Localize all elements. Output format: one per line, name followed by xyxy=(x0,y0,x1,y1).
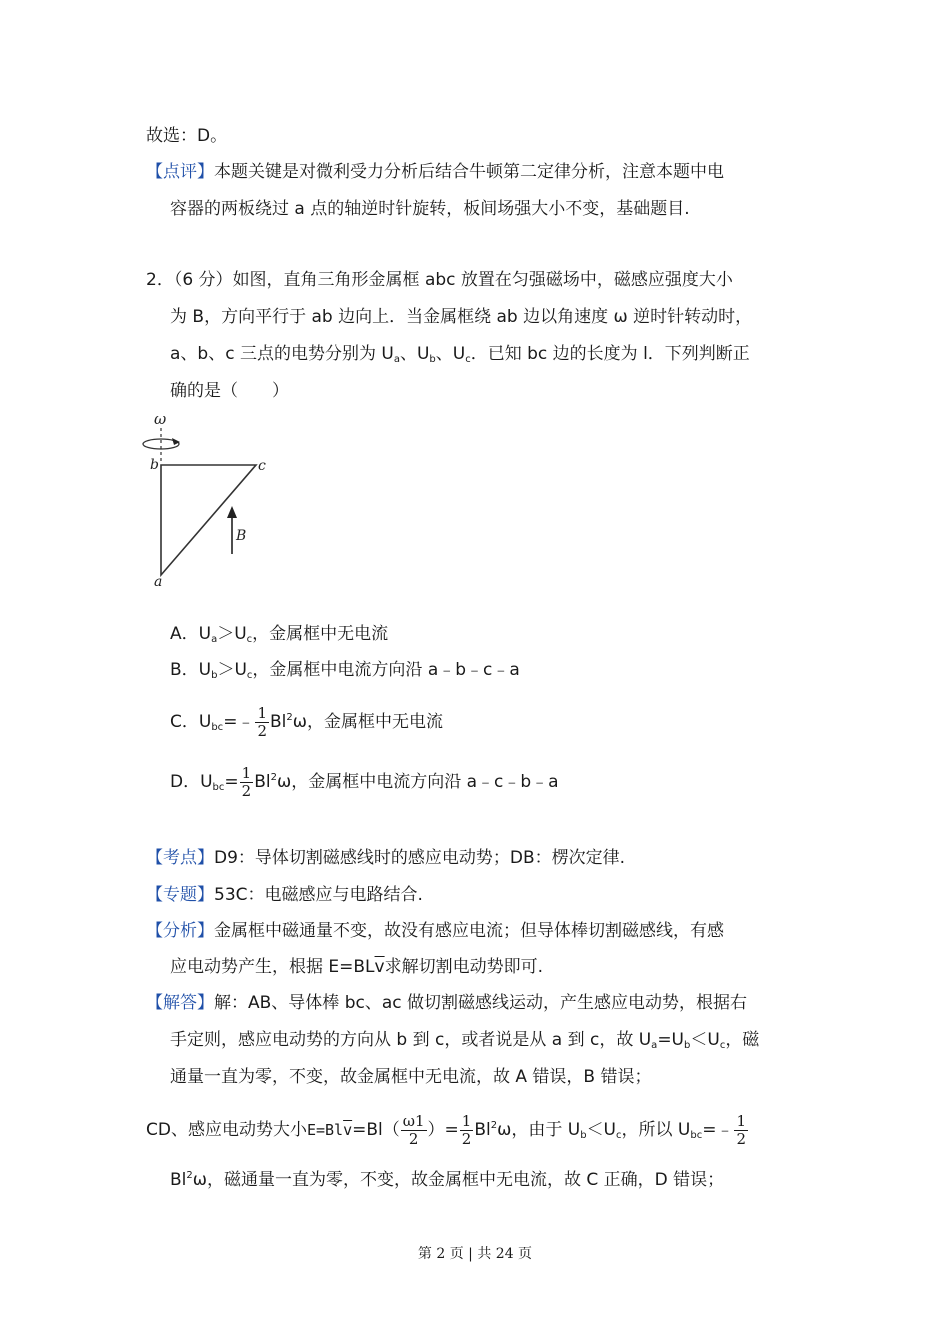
fenxi-line-2 xyxy=(170,955,543,979)
comment-tag: 【点评】 xyxy=(146,162,214,182)
option-b[interactable] xyxy=(170,658,520,688)
q3-sub-b: b xyxy=(429,354,436,365)
option-a[interactable] xyxy=(170,622,388,652)
q3-text-a: a、b、c 三点的电势分别为 U xyxy=(170,344,394,364)
cd-text-f: ＜U xyxy=(586,1120,617,1140)
jieda-2-sub-b: b xyxy=(684,1040,691,1051)
cd-bl: Bl xyxy=(474,1120,491,1140)
cd-sub-c: c xyxy=(616,1130,622,1141)
jieda-text-1: 解：AB、导体棒 bc、ac 做切割磁感线运动，产生感应电动势，根据右 xyxy=(214,993,748,1013)
option-d-label: D．U xyxy=(170,772,213,792)
fenxi-line-1 xyxy=(146,919,724,943)
fenxi-vbar: $\overline{v}$ xyxy=(374,957,385,977)
question-text-1: 如图，直角三角形金属框 abc 放置在匀强磁场中，磁感应强度大小 xyxy=(232,270,733,290)
cd-half-den: 2 xyxy=(461,1129,472,1148)
question-line-2: 为 B，方向平行于 ab 边向上．当金属框绕 ab 边以角速度 ω 逆时针转动时， xyxy=(170,307,753,327)
cd-sub-bc: bc xyxy=(690,1130,703,1141)
jieda-line-2 xyxy=(170,1028,759,1058)
q3-text-b: 、U xyxy=(399,344,430,364)
cd-vbar: $\overline{v}$ xyxy=(343,1121,353,1139)
cd2-bl: Bl xyxy=(170,1170,187,1190)
option-c-eq: =﹣ xyxy=(223,712,255,732)
vertex-a-label: a xyxy=(154,574,163,590)
option-a-label: A．U xyxy=(170,624,212,644)
jieda-line-3: 通量一直为零，不变，故金属框中无电流，故 A 错误，B 错误； xyxy=(170,1067,652,1087)
cd2-text: ω，磁通量一直为零，不变，故金属框中无电流，故 C 正确，D 错误； xyxy=(192,1170,725,1190)
comment-text-1: 本题关键是对微利受力分析后结合牛顿第二定律分析，注意本题中电 xyxy=(214,162,724,182)
option-c-fraction xyxy=(255,705,269,740)
question-line-4: 确的是（ ） xyxy=(170,381,289,401)
triangle-abc xyxy=(161,465,256,575)
cd-text-g: ，所以 U xyxy=(621,1120,691,1140)
cd-text-c: ）= xyxy=(427,1120,459,1140)
option-d-sub: bc xyxy=(212,782,225,793)
option-b-mid: ＞U xyxy=(217,660,247,680)
option-c[interactable] xyxy=(170,700,443,746)
cd-line-2 xyxy=(170,1164,724,1192)
fenxi-text-2a: 应电动势产生，根据 E=BL xyxy=(170,957,375,977)
kaodian-tag: 【考点】 xyxy=(146,848,214,868)
option-c-bl: Bl xyxy=(269,712,287,732)
jieda-2-sub-c: c xyxy=(719,1040,726,1051)
cd-half-den-2: 2 xyxy=(736,1129,747,1148)
option-d[interactable] xyxy=(170,760,559,806)
cd-sub-b: b xyxy=(580,1130,587,1141)
option-d-eq: = xyxy=(224,772,239,792)
cd-half-fraction xyxy=(460,1113,474,1148)
option-d-num: 1 xyxy=(241,763,252,782)
field-B-label: B xyxy=(236,528,247,544)
cd-line xyxy=(146,1108,749,1154)
comment-line-1 xyxy=(146,160,724,184)
option-a-text: ，金属框中无电流 xyxy=(252,624,389,644)
question-line-1 xyxy=(146,268,733,292)
cd-text-e: ω，由于 U xyxy=(497,1120,581,1140)
option-c-sq: 2 xyxy=(286,712,293,723)
option-b-text: ，金属框中电流方向沿 a﹣b﹣c﹣a xyxy=(252,660,520,680)
jieda-2c: ＜U xyxy=(690,1030,720,1050)
vertex-c-label: c xyxy=(258,458,266,474)
page-footer: 第 2 页 | 共 24 页 xyxy=(417,1246,533,1262)
jieda-tag: 【解答】 xyxy=(146,993,214,1013)
fenxi-tag: 【分析】 xyxy=(146,921,214,941)
option-a-sub2: c xyxy=(246,634,253,645)
option-a-sub1: a xyxy=(211,634,218,645)
cd-text-h: =﹣ xyxy=(702,1120,734,1140)
q3-text-c: 、U xyxy=(435,344,466,364)
fenxi-text-2b: 求解切割电动势即可. xyxy=(384,957,543,977)
comment-line-2: 容器的两板绕过 a 点的轴逆时针旋转，板间场强大小不变，基础题目. xyxy=(170,199,690,219)
option-b-sub1: b xyxy=(211,670,218,681)
cd-text-a: CD、感应电动势大小 xyxy=(146,1120,307,1140)
jieda-line-1 xyxy=(146,991,747,1015)
question-number: 2． xyxy=(146,270,174,290)
kaodian-line xyxy=(146,846,625,870)
question-line-3 xyxy=(170,342,750,372)
option-b-sub2: c xyxy=(246,670,253,681)
option-d-fraction xyxy=(240,765,254,800)
cd-sq: 2 xyxy=(490,1120,498,1131)
vertex-b-label: b xyxy=(150,457,159,473)
jieda-2a: 手定则，感应电动势的方向从 b 到 c，或者说是从 a 到 c，故 U xyxy=(170,1030,652,1050)
option-a-mid: ＞U xyxy=(217,624,247,644)
cd-half-fraction-2 xyxy=(734,1113,748,1148)
cd-half-num-2: 1 xyxy=(736,1111,747,1130)
option-c-text: ω，金属框中无电流 xyxy=(292,712,443,732)
q3-sub-a: a xyxy=(393,354,400,365)
zhuanti-line xyxy=(146,883,423,907)
option-c-num: 1 xyxy=(257,703,267,722)
option-d-den: 2 xyxy=(241,781,252,800)
jieda-2d: ，磁 xyxy=(725,1030,760,1050)
cd-omega-num: ω1 xyxy=(402,1111,425,1130)
omega-label: ω xyxy=(154,410,167,428)
question-score: （6 分） xyxy=(173,270,233,290)
q3-sub-c: c xyxy=(465,354,471,365)
option-c-sub: bc xyxy=(211,722,224,733)
cd2-sq: 2 xyxy=(186,1170,193,1181)
answer-line: 故选：D。 xyxy=(146,126,228,146)
option-c-label: C．U xyxy=(170,712,212,732)
jieda-2b: =U xyxy=(657,1030,684,1050)
option-d-sq: 2 xyxy=(270,772,277,783)
zhuanti-tag: 【专题】 xyxy=(146,885,214,905)
option-b-label: B．U xyxy=(170,660,212,680)
fenxi-text-1: 金属框中磁通量不变，故没有感应电流；但导体棒切割磁感线，有感 xyxy=(214,921,724,941)
q3-text-d: ．已知 bc 边的长度为 l．下列判断正 xyxy=(470,344,750,364)
zhuanti-text: 53C：电磁感应与电路结合. xyxy=(214,885,423,905)
cd-text-b: =Bl（ xyxy=(352,1120,400,1140)
cd-half-num: 1 xyxy=(461,1111,472,1130)
cd-omega-fraction xyxy=(401,1113,427,1148)
option-c-den: 2 xyxy=(257,721,267,740)
triangle-frame-diagram xyxy=(136,408,286,593)
kaodian-text: D9：导体切割磁感线时的感应电动势；DB：楞次定律. xyxy=(214,848,626,868)
field-arrow-icon xyxy=(227,506,237,518)
jieda-2-sub-a: a xyxy=(651,1040,658,1051)
option-d-bl: Bl xyxy=(254,772,271,792)
option-d-text: ω，金属框中电流方向沿 a﹣c﹣b﹣a xyxy=(276,772,559,792)
cd-eq: E=Bl xyxy=(306,1121,344,1139)
cd-omega-den: 2 xyxy=(408,1129,419,1148)
